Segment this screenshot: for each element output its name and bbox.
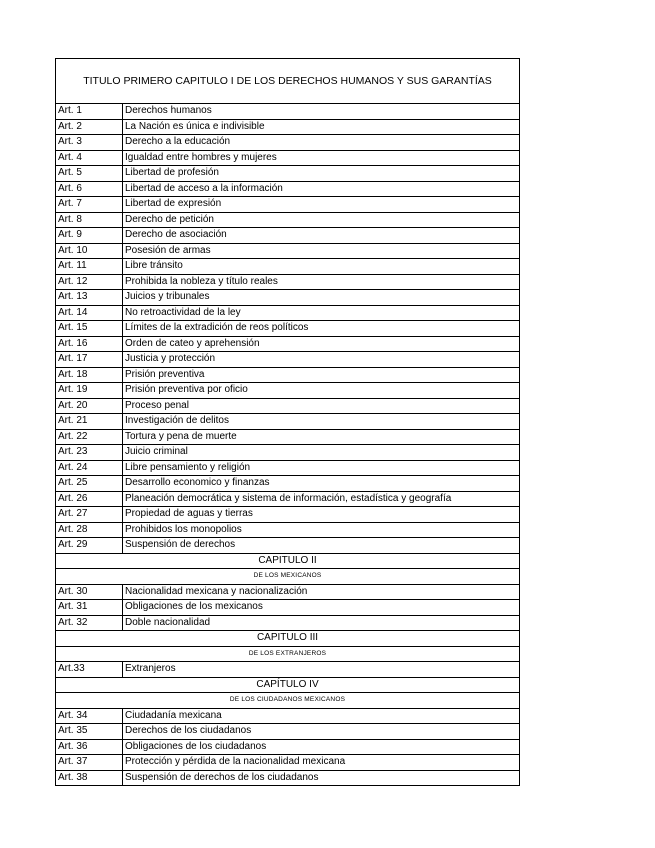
article-description: Extranjeros — [123, 662, 520, 678]
article-number: Art.33 — [56, 662, 123, 678]
article-number: Art. 25 — [56, 476, 123, 492]
chapter-subtitle-row — [56, 646, 520, 662]
table-row — [56, 460, 520, 476]
article-number: Art. 30 — [56, 584, 123, 600]
article-number: Art. 3 — [56, 135, 123, 151]
article-description: Tortura y pena de muerte — [123, 429, 520, 445]
table-row — [56, 228, 520, 244]
article-description: La Nación es única e indivisible — [123, 119, 520, 135]
article-description: Suspensión de derechos — [123, 538, 520, 554]
article-number: Art. 35 — [56, 724, 123, 740]
table-row — [56, 150, 520, 166]
article-description: Obligaciones de los mexicanos — [123, 600, 520, 616]
article-description: Posesión de armas — [123, 243, 520, 259]
table-row — [56, 212, 520, 228]
chapter-subtitle-row — [56, 693, 520, 709]
article-description: Planeación democrática y sistema de información, estadística y geografía — [123, 491, 520, 507]
table-row — [56, 243, 520, 259]
table-row — [56, 615, 520, 631]
table-row — [56, 398, 520, 414]
table-row — [56, 476, 520, 492]
article-description: Derechos humanos — [123, 104, 520, 120]
article-number: Art. 21 — [56, 414, 123, 430]
chapter-subtitle: DE LOS CIUDADANOS MEXICANOS — [56, 693, 520, 709]
article-number: Art. 7 — [56, 197, 123, 213]
article-number: Art. 1 — [56, 104, 123, 120]
table-row — [56, 414, 520, 430]
article-number: Art. 11 — [56, 259, 123, 275]
chapter-subtitle-row — [56, 569, 520, 585]
article-number: Art. 13 — [56, 290, 123, 306]
article-description: Desarrollo economico y finanzas — [123, 476, 520, 492]
table-row — [56, 166, 520, 182]
article-description: Orden de cateo y aprehensión — [123, 336, 520, 352]
article-description: Investigación de delitos — [123, 414, 520, 430]
article-number: Art. 6 — [56, 181, 123, 197]
article-number: Art. 10 — [56, 243, 123, 259]
article-description: Justicia y protección — [123, 352, 520, 368]
article-number: Art. 2 — [56, 119, 123, 135]
article-description: Libertad de profesión — [123, 166, 520, 182]
chapter-row — [56, 631, 520, 647]
chapter-row — [56, 553, 520, 569]
article-number: Art. 31 — [56, 600, 123, 616]
article-description: Libre tránsito — [123, 259, 520, 275]
article-number: Art. 17 — [56, 352, 123, 368]
table-row — [56, 321, 520, 337]
table-row — [56, 181, 520, 197]
article-description: Libre pensamiento y religión — [123, 460, 520, 476]
article-number: Art. 29 — [56, 538, 123, 554]
table-row — [56, 135, 520, 151]
table-row — [56, 600, 520, 616]
article-description: Derecho de asociación — [123, 228, 520, 244]
article-description: Igualdad entre hombres y mujeres — [123, 150, 520, 166]
article-description: Propiedad de aguas y tierras — [123, 507, 520, 523]
table-row — [56, 584, 520, 600]
table-row — [56, 522, 520, 538]
article-description: Prohibida la nobleza y título reales — [123, 274, 520, 290]
table-row — [56, 491, 520, 507]
article-number: Art. 4 — [56, 150, 123, 166]
table-row — [56, 197, 520, 213]
article-number: Art. 32 — [56, 615, 123, 631]
table-row — [56, 290, 520, 306]
table-row — [56, 507, 520, 523]
table-row — [56, 662, 520, 678]
article-description: Doble nacionalidad — [123, 615, 520, 631]
article-description: Suspensión de derechos de los ciudadanos — [123, 770, 520, 786]
article-description: Derecho de petición — [123, 212, 520, 228]
table-row — [56, 367, 520, 383]
article-number: Art. 12 — [56, 274, 123, 290]
article-description: Juicios y tribunales — [123, 290, 520, 306]
chapter-row — [56, 677, 520, 693]
article-number: Art. 23 — [56, 445, 123, 461]
article-number: Art. 22 — [56, 429, 123, 445]
article-number: Art. 9 — [56, 228, 123, 244]
article-description: Límites de la extradición de reos políticos — [123, 321, 520, 337]
table-row — [56, 274, 520, 290]
chapter-subtitle: DE LOS MEXICANOS — [56, 569, 520, 585]
article-number: Art. 28 — [56, 522, 123, 538]
table-row — [56, 429, 520, 445]
article-number: Art. 15 — [56, 321, 123, 337]
article-number: Art. 19 — [56, 383, 123, 399]
article-number: Art. 5 — [56, 166, 123, 182]
article-description: Obligaciones de los ciudadanos — [123, 739, 520, 755]
table-row — [56, 708, 520, 724]
article-number: Art. 27 — [56, 507, 123, 523]
article-number: Art. 26 — [56, 491, 123, 507]
article-number: Art. 36 — [56, 739, 123, 755]
table-row — [56, 305, 520, 321]
table-row — [56, 104, 520, 120]
chapter-heading: CAPITULO III — [56, 631, 520, 647]
article-description: Libertad de expresión — [123, 197, 520, 213]
chapter-heading: CAPITULO II — [56, 553, 520, 569]
table-body — [56, 59, 520, 786]
article-description: Juicio criminal — [123, 445, 520, 461]
table-row — [56, 538, 520, 554]
article-description: No retroactividad de la ley — [123, 305, 520, 321]
article-description: Ciudadanía mexicana — [123, 708, 520, 724]
table-row — [56, 336, 520, 352]
table-row — [56, 352, 520, 368]
table-row — [56, 724, 520, 740]
article-number: Art. 18 — [56, 367, 123, 383]
article-description: Derecho a la educación — [123, 135, 520, 151]
chapter-subtitle: DE LOS EXTRANJEROS — [56, 646, 520, 662]
article-number: Art. 24 — [56, 460, 123, 476]
title-row — [56, 59, 520, 104]
table-row — [56, 119, 520, 135]
article-description: Derechos de los ciudadanos — [123, 724, 520, 740]
table-row — [56, 770, 520, 786]
article-number: Art. 16 — [56, 336, 123, 352]
article-description: Libertad de acceso a la información — [123, 181, 520, 197]
article-description: Prisión preventiva por oficio — [123, 383, 520, 399]
table-row — [56, 755, 520, 771]
article-number: Art. 34 — [56, 708, 123, 724]
article-description: Nacionalidad mexicana y nacionalización — [123, 584, 520, 600]
article-number: Art. 14 — [56, 305, 123, 321]
article-number: Art. 38 — [56, 770, 123, 786]
article-description: Prohibidos los monopolios — [123, 522, 520, 538]
table-row — [56, 445, 520, 461]
article-number: Art. 8 — [56, 212, 123, 228]
constitution-articles-table — [55, 58, 520, 786]
chapter-heading: CAPÍTULO IV — [56, 677, 520, 693]
table-row — [56, 739, 520, 755]
table-row — [56, 383, 520, 399]
article-description: Prisión preventiva — [123, 367, 520, 383]
article-description: Proceso penal — [123, 398, 520, 414]
document-title: TITULO PRIMERO CAPITULO I DE LOS DERECHOS HUMANOS Y SUS GARANTÍAS — [56, 59, 520, 104]
article-number: Art. 37 — [56, 755, 123, 771]
table-row — [56, 259, 520, 275]
article-number: Art. 20 — [56, 398, 123, 414]
article-description: Protección y pérdida de la nacionalidad mexicana — [123, 755, 520, 771]
